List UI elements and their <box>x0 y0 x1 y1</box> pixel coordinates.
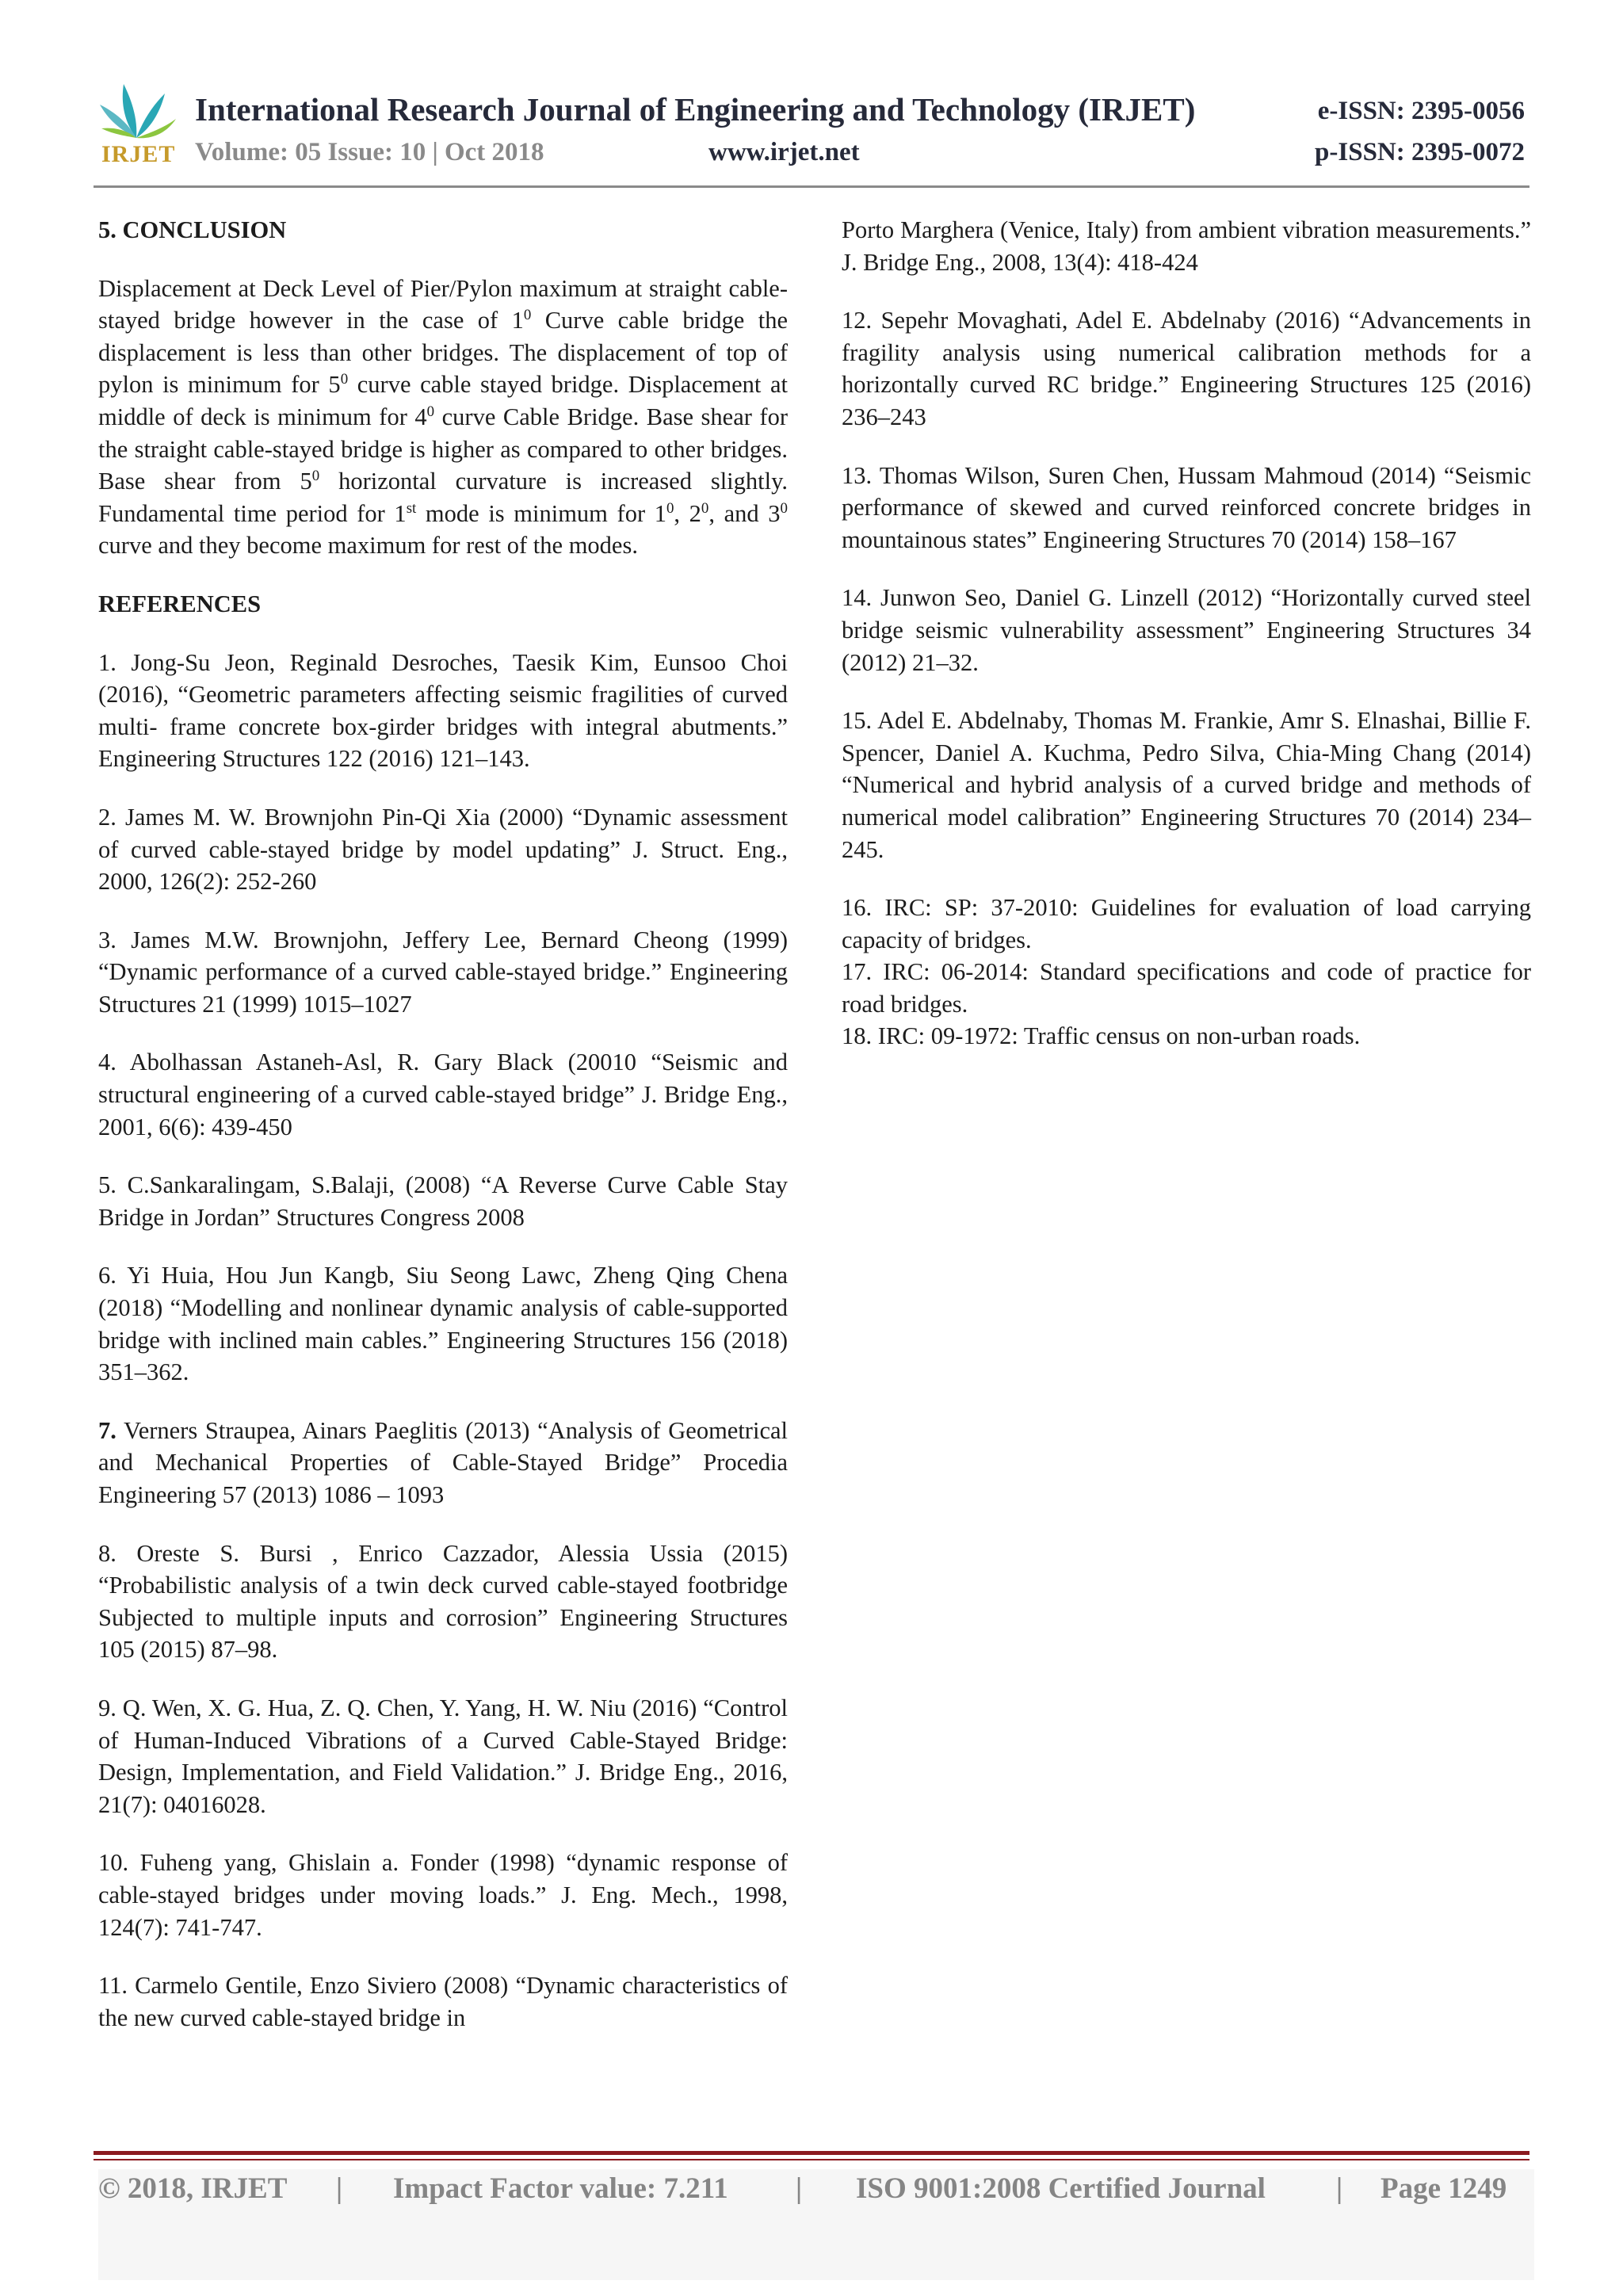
references-heading: REFERENCES <box>98 590 262 617</box>
volume-issue: Volume: 05 Issue: 10 | Oct 2018 <box>195 138 544 166</box>
page-footer <box>98 2169 1534 2280</box>
footer-separator: | <box>796 2172 803 2205</box>
reference-item: 12. Sepehr Movaghati, Adel E. Abdelnaby (2016) “Advancements in fragility analysis using numerical calibration methods for a horizontally curved RC bridge.” Engineering Structures 125 (2016) 236–243 <box>842 307 1531 430</box>
reference-item: 1. Jong-Su Jeon, Reginald Desroches, Taesik Kim, Eunsoo Choi (2016), “Geometric parameters affecting seismic fragilities of curved multi- frame concrete box-girder bridges with integral abutments.” Engineering Structures 122 (2016) 121–143. <box>98 648 788 773</box>
reference-item: 15. Adel E. Abdelnaby, Thomas M. Frankie, Amr S. Elnashai, Billie F. Spencer, Daniel A. Kuchma, Pedro Silva, Chia-Ming Chang (2014) “Numerical and hybrid analysis of a curved bridge and methods of numerical model calibration” Engineering Structures 70 (2014) 234–245. <box>842 707 1531 863</box>
journal-title: International Research Journal of Engineering and Technology (IRJET) <box>195 91 1196 128</box>
footer-rule <box>94 2151 1529 2155</box>
reference-item: 10. Fuheng yang, Ghislain a. Fonder (1998) “dynamic response of cable-stayed bridges under moving loads.” J. Eng. Mech., 1998, 124(7): 741-747. <box>98 1849 788 1941</box>
reference-item: 13. Thomas Wilson, Suren Chen, Hussam Mahmoud (2014) “Seismic performance of skewed and curved reinforced concrete bridges in mountainous states” Engineering Structures 70 (2014) 158–167 <box>842 461 1531 553</box>
reference-item: 17. IRC: 06-2014: Standard specifications and code of practice for road bridges. <box>842 958 1531 1018</box>
reference-item: 18. IRC: 09-1972: Traffic census on non-urban roads. <box>842 1022 1361 1050</box>
reference-item: 6. Yi Huia, Hou Jun Kangb, Siu Seong Lawc, Zheng Qing Chena (2018) “Modelling and nonlinear dynamic analysis of cable-supported bridge with inclined main cables.” Engineering Structures 156 (2018) 351–362. <box>98 1262 788 1386</box>
reference-item: 3. James M.W. Brownjohn, Jeffery Lee, Bernard Cheong (1999) “Dynamic performance of a curved cable-stayed bridge.” Engineering Structures 21 (1999) 1015–1027 <box>98 926 788 1018</box>
iso-certification: ISO 9001:2008 Certified Journal <box>856 2172 1266 2205</box>
website-link[interactable]: www.irjet.net <box>708 138 860 166</box>
reference-item: 9. Q. Wen, X. G. Hua, Z. Q. Chen, Y. Yang, H. W. Niu (2016) “Control of Human-Induced Vibrations of a Curved Cable-Stayed Bridge: Design, Implementation, and Field Validation.” J. Bridge Eng., 2016, 21(7): 04016028. <box>98 1694 788 1818</box>
page-number: Page 1249 <box>1381 2172 1507 2205</box>
reference-item: 8. Oreste S. Bursi , Enrico Cazzador, Alessia Ussia (2015) “Probabilistic analysis of a twin deck curved cable-stayed footbridge Subjected to multiple inputs and corrosion” Engineering Structures 105 (2015) 87–98. <box>98 1539 788 1664</box>
footer-separator: | <box>336 2172 343 2205</box>
reference-item-continued: Porto Marghera (Venice, Italy) from ambient vibration measurements.” J. Bridge Eng., 2008, 13(4): 418-424 <box>842 216 1531 276</box>
reference-item: 14. Junwon Seo, Daniel G. Linzell (2012) “Horizontally curved steel bridge seismic vulnerability assessment” Engineering Structures 34 (2012) 21–32. <box>842 584 1531 676</box>
reference-item: 7. Verners Straupea, Ainars Paeglitis (2013) “Analysis of Geometrical and Mechanical Properties of Cable-Stayed Bridge” Procedia Engineering 57 (2013) 1086 – 1093 <box>98 1416 788 1508</box>
reference-item: 16. IRC: SP: 37-2010: Guidelines for evaluation of load carrying capacity of bridges. <box>842 894 1531 953</box>
footer-separator: | <box>1336 2172 1343 2205</box>
pissn: p-ISSN: 2395-0072 <box>1315 138 1525 166</box>
eissn: e-ISSN: 2395-0056 <box>1317 97 1525 125</box>
right-column <box>842 214 1531 1052</box>
page-header <box>0 0 1623 190</box>
conclusion-heading: 5. CONCLUSION <box>98 216 287 243</box>
footer-rule-thin <box>94 2159 1529 2160</box>
reference-item: 11. Carmelo Gentile, Enzo Siviero (2008) “Dynamic characteristics of the new curved cable-stayed bridge in <box>98 1972 788 2031</box>
left-column <box>98 214 788 2034</box>
conclusion-paragraph: Displacement at Deck Level of Pier/Pylon maximum at straight cable-stayed bridge however in the case of $1^0$ Curve cable bridge the displacement is less than other bridges. The displacement of top of pylon is minimum for $5^0$ curve cable stayed bridge. Displacement at middle of deck is minimum for $4^0$ curve Cable Bridge. Base shear for the straight cable-stayed bridge is higher as compared to other bridges. Base shear from $5^0$ horizontal curvature is increased slightly. Fundamental time period for 1st mode is minimum for $1^0$, $2^0$, and $3^0$ curve and they become maximum for rest of the modes. <box>98 274 789 560</box>
reference-item: 2. James M. W. Brownjohn Pin-Qi Xia (2000) “Dynamic assessment of curved cable-stayed bridge by model updating” J. Struct. Eng., 2000, 126(2): 252-260 <box>98 803 788 896</box>
copyright: © 2018, IRJET <box>98 2172 288 2205</box>
header-divider <box>94 185 1529 188</box>
reference-item: 4. Abolhassan Astaneh-Asl, R. Gary Black (20010 “Seismic and structural engineering of a curved cable-stayed bridge” J. Bridge Eng., 2001, 6(6): 439-450 <box>98 1049 788 1140</box>
impact-factor: Impact Factor value: 7.211 <box>393 2172 728 2205</box>
logo-text: IRJET <box>101 141 176 167</box>
reference-item: 5. C.Sankaralingam, S.Balaji, (2008) “A Reverse Curve Cable Stay Bridge in Jordan” Structures Congress 2008 <box>98 1171 788 1231</box>
